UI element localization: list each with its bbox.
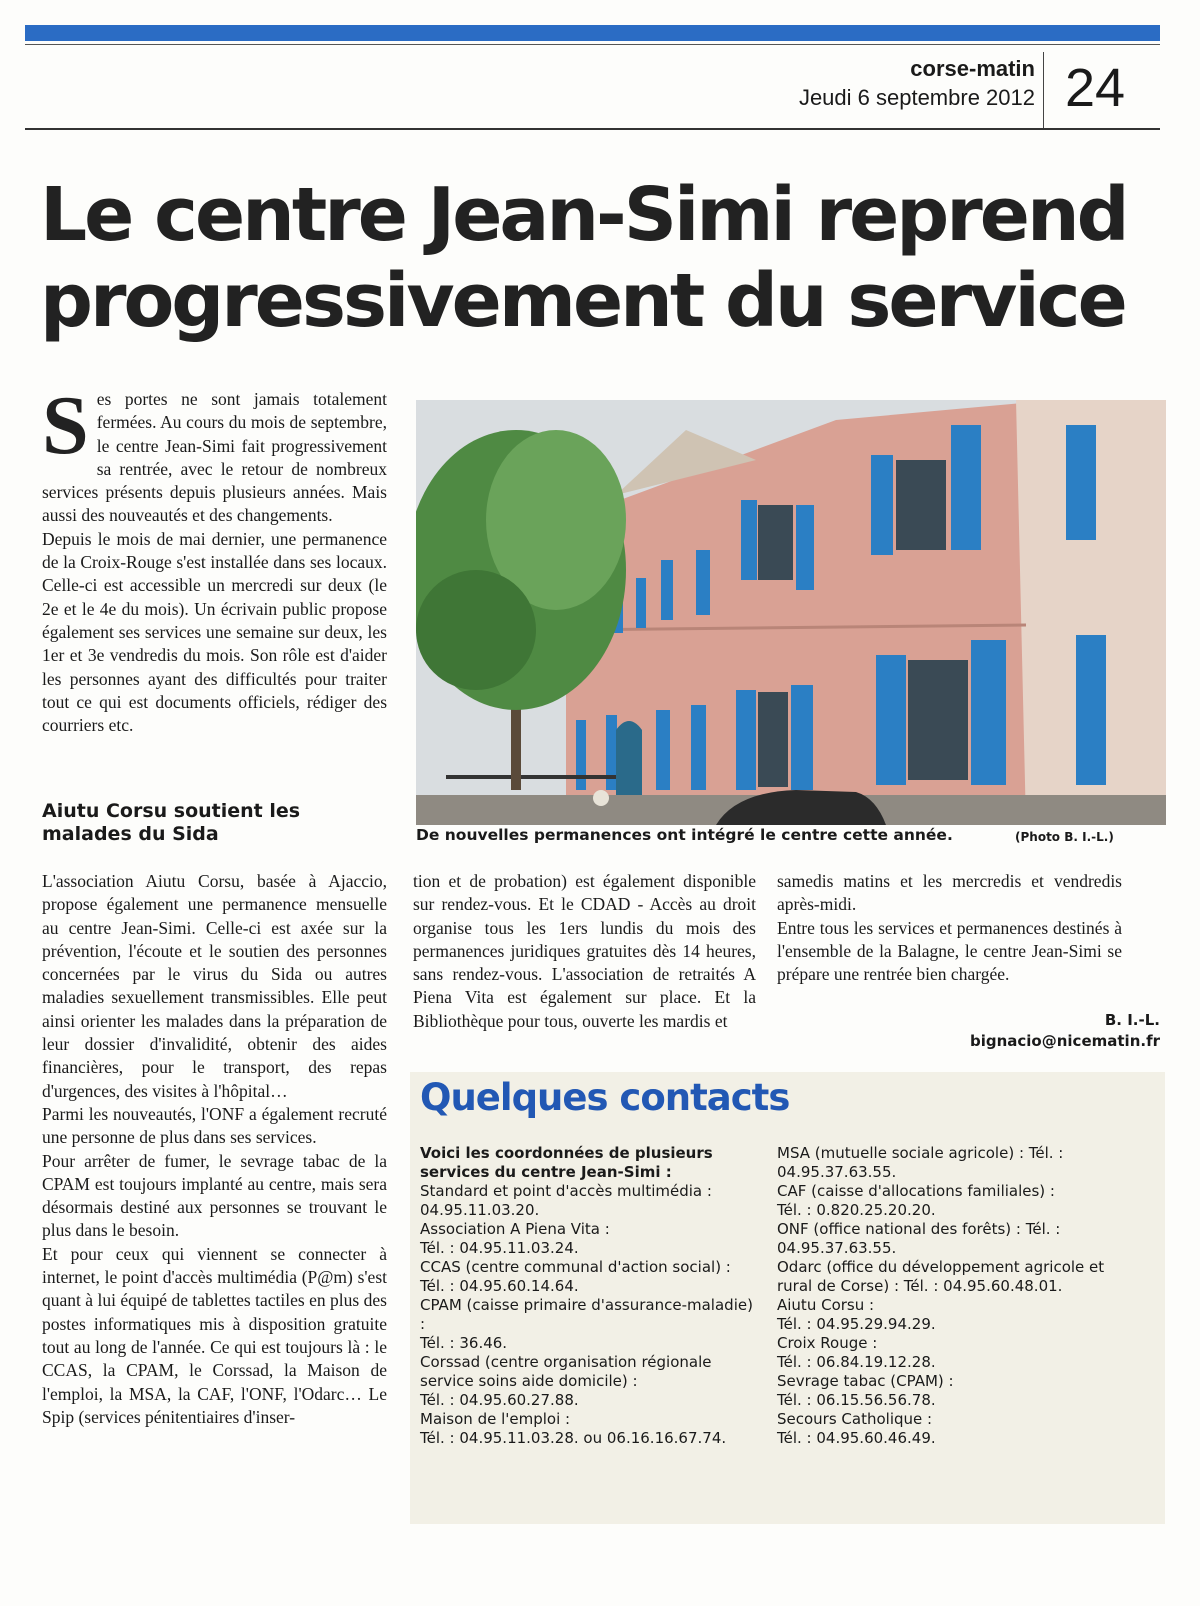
- paragraph-spip-cdad: tion et de probation) est également disponible sur rendez-vous. Et le CDAD - Accès au droit organise tous les 1ers lundis du mois des permanences juridiques gratuites dès 14 heures, sans rendez-vous. L'association de retraités A Piena Vita est également sur place. Et la Bibliothèque pour tous, ouverte les mardis et: [413, 871, 756, 1031]
- paragraph-croix-rouge: Depuis le mois de mai dernier, une permanence de la Croix-Rouge s'est installée dans ses locaux. Celle-ci est accessible un mercredi sur deux (le 2e et le 4e du mois). Un écrivain public propose également ses services une semaine sur deux, les 1er et 3e vendredis du mois. Son rôle est d'aider les personnes ayant des difficultés pour traiter tout ce qui est documents officiels, rédiger des courriers etc.: [42, 528, 387, 736]
- paragraph-onf: Parmi les nouveautés, l'ONF a également recruté une personne de plus dans ses services.: [42, 1103, 387, 1148]
- contact-item: Odarc (office du développement agricole et rural de Corse) : Tél. : 04.95.60.48.01.: [777, 1258, 1105, 1295]
- contact-item: Maison de l'emploi : Tél. : 04.95.11.03.28. ou 06.16.16.67.74.: [420, 1410, 727, 1447]
- paragraph-conclusion: Entre tous les services et permanences destinés à l'ensemble de la Balagne, le centre Jean-Simi se prépare une rentrée bien chargée.: [777, 917, 1122, 985]
- photo-credit: (Photo B. I.-L.): [1015, 830, 1114, 844]
- contact-item: CCAS (centre communal d'action social) : Tél. : 04.95.60.14.64.: [420, 1258, 731, 1295]
- article-column-1-top: [42, 379, 387, 737]
- contacts-column-left: [420, 1144, 760, 1448]
- masthead-rule: [25, 128, 1160, 130]
- masthead-separator: [1043, 52, 1044, 128]
- publication-date: Jeudi 6 septembre 2012: [798, 85, 1035, 110]
- masthead-top-rule: [25, 44, 1160, 45]
- contacts-title: Quelques contacts: [420, 1076, 790, 1119]
- author-initials: B. I.-L.: [1104, 1011, 1160, 1029]
- article-column-3: [777, 870, 1122, 986]
- contacts-intro: Voici les coordonnées de plusieurs services du centre Jean-Simi :: [420, 1144, 713, 1181]
- building-photo: [416, 400, 1166, 825]
- contacts-column-right: [777, 1144, 1122, 1448]
- contact-item: ONF (office national des forêts) : Tél. : 04.95.37.63.55.: [777, 1220, 1061, 1257]
- page-number: 24: [1065, 58, 1126, 118]
- paragraph-aiutu-corsu: L'association Aiutu Corsu, basée à Ajaccio, propose également une permanence mensuelle au centre Jean-Simi. Celle-ci est axée sur la prévention, l'écoute et le soutien des personnes concernées par le virus du Sida ou autres maladies sexuellement transmissibles. Elle peut ainsi orienter les malades dans la préparation de leur dossier d'invalidité, obtenir des aides financières, pour le transport, des repas d'urgences, des visites à l'hôpital…: [42, 871, 387, 1101]
- article-subheading: Aiutu Corsu soutient les malades du Sida: [42, 800, 301, 845]
- top-color-bar: [25, 25, 1160, 41]
- newspaper-name: corse-matin: [910, 56, 1035, 81]
- contact-item: CAF (caisse d'allocations familiales) : Tél. : 0.820.25.20.20.: [777, 1182, 1055, 1219]
- drop-cap: S: [42, 379, 89, 472]
- article-column-2: [413, 870, 756, 1033]
- contact-item: CPAM (caisse primaire d'assurance-maladie) : Tél. : 36.46.: [420, 1296, 753, 1352]
- contact-item: Croix Rouge : Tél. : 06.84.19.12.28.: [777, 1334, 936, 1371]
- contact-item: Corssad (centre organisation régionale service soins aide domicile) : Tél. : 04.95.60.27.88.: [420, 1353, 712, 1409]
- article-headline: Le centre Jean-Simi reprend progressivement du service: [40, 172, 1127, 344]
- contact-item: Aiutu Corsu : Tél. : 04.95.29.94.29.: [777, 1296, 936, 1333]
- contact-item: Secours Catholique : Tél. : 04.95.60.46.49.: [777, 1410, 936, 1447]
- building-photo-illustration: [416, 400, 1166, 825]
- author-email: bignacio@nicematin.fr: [969, 1032, 1160, 1050]
- paragraph-bibliotheque: samedis matins et les mercredis et vendredis après-midi.: [777, 871, 1122, 915]
- paragraph-intro: es portes ne sont jamais totalement fermées. Au cours du mois de septembre, le centre Jean-Simi fait progressivement sa rentrée, avec le retour de nombreux services présents depuis plusieurs années. Mais aussi des nouveautés et des changements.: [42, 389, 387, 526]
- contact-item: Sevrage tabac (CPAM) : Tél. : 06.15.56.56.78.: [777, 1372, 954, 1409]
- photo-caption: De nouvelles permanences ont intégré le centre cette année.: [416, 826, 953, 844]
- contact-item: Standard et point d'accès multimédia : 04.95.11.03.20.: [420, 1182, 712, 1219]
- paragraph-internet: Et pour ceux qui viennent se connecter à internet, le point d'accès multimédia (P@m) s'est quant à lui équipé de tablettes tactiles en plus des postes informatiques mis à disposition gratuite tout au long de l'année. Ce qui est toujours là : le CCAS, la CPAM, le Corssad, la Maison de l'emploi, la MSA, la CAF, l'ONF, l'Odarc… Le Spip (services pénitentiaires d'inser-: [42, 1243, 387, 1427]
- article-signature: [970, 1010, 1160, 1052]
- paragraph-sevrage: Pour arrêter de fumer, le sevrage tabac de la CPAM est toujours implanté au centre, mais sera désormais destiné aux personnes se trouvant le plus dans le besoin.: [42, 1150, 387, 1241]
- article-column-1-bottom: [42, 870, 387, 1429]
- contact-item: Association A Piena Vita : Tél. : 04.95.11.03.24.: [420, 1220, 610, 1257]
- contact-item: MSA (mutuelle sociale agricole) : Tél. : 04.95.37.63.55.: [777, 1144, 1064, 1181]
